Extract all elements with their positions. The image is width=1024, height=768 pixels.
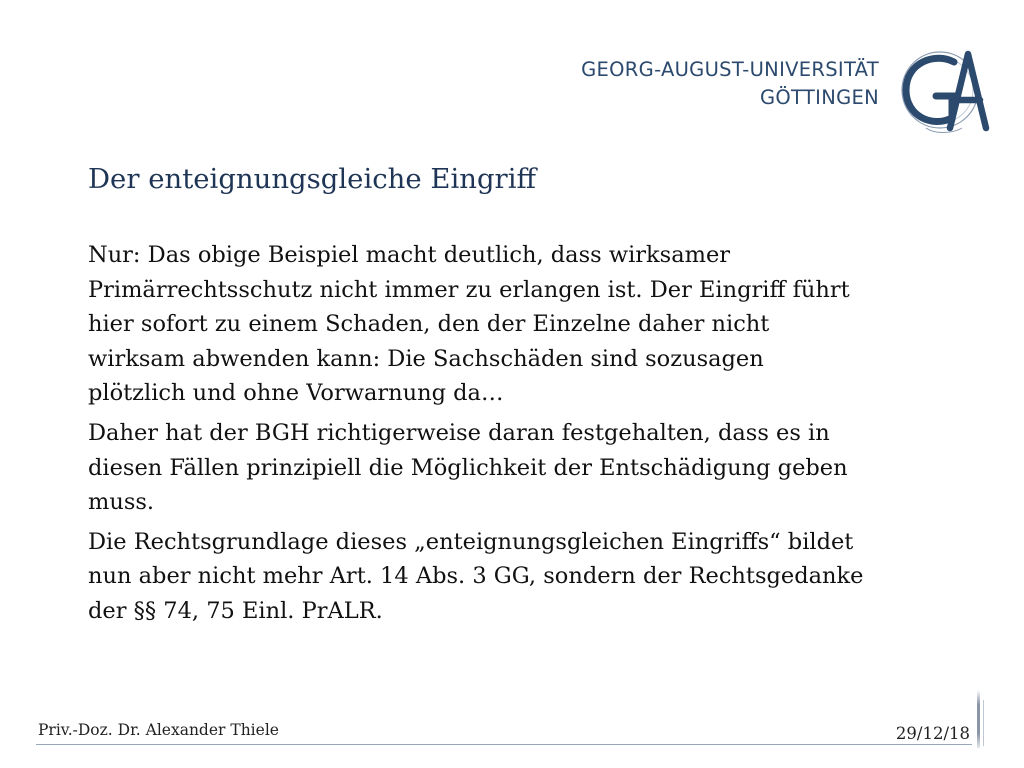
slide-title: Der enteignungsgleiche Eingriff bbox=[88, 163, 537, 195]
text-line: hier sofort zu einem Schaden, den der Einzelne daher nicht bbox=[88, 311, 770, 338]
text-line: Primärrechtsschutz nicht immer zu erlangen ist. Der Eingriff führt bbox=[88, 276, 850, 303]
paragraph-3 bbox=[88, 525, 968, 629]
edge-divider-thin bbox=[983, 700, 984, 746]
text-line: wirksam abwenden kann: Die Sachschäden sind sozusagen bbox=[88, 345, 764, 372]
text-line: Daher hat der BGH richtigerweise daran festgehalten, dass es in bbox=[88, 419, 830, 446]
text-line: nun aber nicht mehr Art. 14 Abs. 3 GG, sondern der Rechtsgedanke bbox=[88, 563, 864, 590]
university-name-line1: GEORG-AUGUST-UNIVERSITÄT bbox=[581, 58, 879, 81]
footer-divider bbox=[36, 744, 972, 745]
text-line: Die Rechtsgrundlage dieses „enteignungsgleichen Eingriffs“ bildet bbox=[88, 528, 854, 555]
slide-body bbox=[88, 238, 968, 634]
text-line: Nur: Das obige Beispiel macht deutlich, dass wirksamer bbox=[88, 242, 731, 268]
paragraph-2 bbox=[88, 416, 968, 520]
edge-divider bbox=[977, 690, 980, 748]
footer-author: Priv.-Doz. Dr. Alexander Thiele bbox=[38, 721, 279, 739]
text-line: der §§ 74, 75 Einl. PrALR. bbox=[88, 597, 383, 624]
text-line: diesen Fällen prinzipiell die Möglichkeit der Entschädigung geben bbox=[88, 454, 848, 481]
paragraph-1 bbox=[88, 238, 968, 411]
footer-date: 29/12/18 bbox=[895, 724, 970, 743]
university-name-line2: GÖTTINGEN bbox=[760, 86, 879, 109]
text-line: muss. bbox=[88, 489, 155, 516]
university-seal-icon bbox=[896, 44, 992, 140]
university-name bbox=[581, 56, 879, 112]
text-line: plötzlich und ohne Vorwarnung da… bbox=[88, 380, 504, 407]
